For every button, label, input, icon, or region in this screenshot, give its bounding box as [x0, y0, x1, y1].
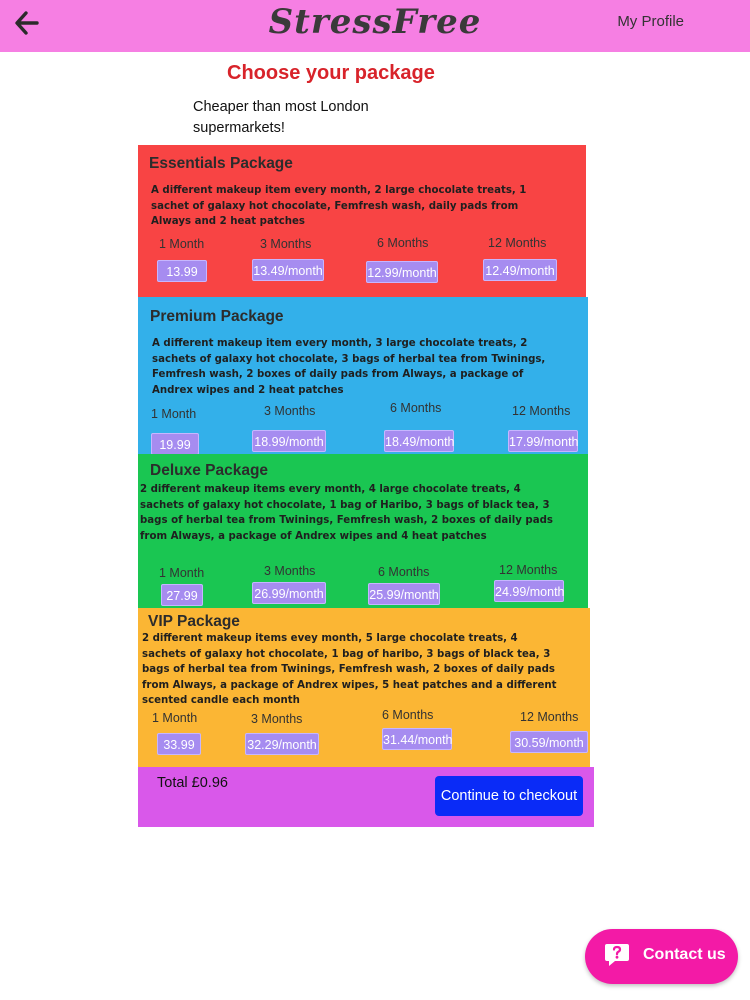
package-premium	[138, 297, 588, 454]
page-subtitle: Cheaper than most London supermarkets!	[193, 99, 369, 136]
duration-label-3-months: 3 Months	[260, 237, 312, 251]
duration-label-12-months: 12 Months	[520, 710, 579, 724]
page-title: Choose your package	[227, 62, 435, 84]
price-option-6-months[interactable]: 12.99/month	[366, 261, 438, 283]
duration-label-6-months: 6 Months	[378, 565, 430, 579]
duration-label-1-month: 1 Month	[152, 711, 198, 725]
package-description: 2 different makeup items every month, 4 large chocolate treats, 4 sachets of galaxy hot chocolate, 1 bag of Haribo, 3 bags of black tea, 3 bags of herbal tea from Twinings, Femfresh wash, 2 boxes of daily pads from Always, a package of Andrex wipes and 4 heat patches	[140, 484, 553, 542]
duration-label-6-months: 6 Months	[390, 401, 442, 415]
price-option-1-month[interactable]: 33.99	[157, 733, 201, 755]
package-description: A different makeup item every month, 3 large chocolate treats, 2 sachets of galaxy hot chocolate, 3 bags of herbal tea from Twinings, Femfresh wash, 2 boxes of daily pads from Always, a package of Andrex wipes and 2 heat patches	[152, 338, 546, 396]
price-option-3-months[interactable]: 18.99/month	[252, 430, 326, 452]
continue-to-checkout-button[interactable]: Continue to checkout	[435, 776, 583, 816]
chat-question-icon	[603, 941, 631, 969]
package-vip	[138, 608, 590, 767]
duration-label-12-months: 12 Months	[512, 404, 571, 418]
price-option-12-months[interactable]: 17.99/month	[508, 430, 578, 452]
price-option-3-months[interactable]: 32.29/month	[245, 733, 319, 755]
contact-us-label: Contact us	[643, 946, 726, 963]
price-option-12-months[interactable]: 12.49/month	[483, 259, 557, 281]
checkout-bar	[138, 767, 594, 827]
duration-label-3-months: 3 Months	[264, 564, 316, 578]
price-option-6-months[interactable]: 18.49/month	[384, 430, 454, 452]
order-total: Total £0.96	[157, 775, 228, 791]
my-profile-link[interactable]: My Profile	[617, 13, 684, 30]
price-option-3-months[interactable]: 26.99/month	[252, 582, 326, 604]
price-option-6-months[interactable]: 25.99/month	[368, 583, 440, 605]
price-option-1-month[interactable]: 27.99	[161, 584, 203, 606]
duration-label-1-month: 1 Month	[159, 237, 205, 251]
duration-label-3-months: 3 Months	[251, 712, 303, 726]
duration-label-1-month: 1 Month	[159, 566, 205, 580]
package-essentials	[138, 145, 586, 297]
duration-label-3-months: 3 Months	[264, 404, 316, 418]
package-title: Essentials Package	[149, 155, 293, 172]
price-option-6-months[interactable]: 31.44/month	[382, 728, 452, 750]
duration-label-1-month: 1 Month	[151, 407, 197, 421]
package-description: 2 different makeup items evey month, 5 large chocolate treats, 4 sachets of galaxy hot chocolate, 1 bag of haribo, 3 bags of black tea, 3 bags of herbal tea from Twinings, Femfresh wash, 2 boxes of daily pads from Always, a package of Andrex wipes, 5 heat patches and a different scented candle each month	[142, 633, 557, 707]
package-description: A different makeup item every month, 2 large chocolate treats, 1 sachet of galaxy hot chocolate, Femfresh wash, daily pads from Always and 2 heat patches	[151, 185, 527, 228]
price-option-3-months[interactable]: 13.49/month	[252, 259, 324, 281]
price-option-12-months[interactable]: 30.59/month	[510, 731, 588, 753]
contact-us-button[interactable]	[585, 929, 738, 984]
top-bar	[0, 0, 750, 52]
brand-logo: StressFree	[268, 2, 482, 42]
duration-label-6-months: 6 Months	[382, 708, 434, 722]
package-deluxe	[138, 454, 588, 608]
duration-label-12-months: 12 Months	[488, 236, 547, 250]
price-option-1-month[interactable]: 19.99	[151, 433, 199, 455]
package-title: Deluxe Package	[150, 462, 269, 479]
package-title: Premium Package	[150, 308, 284, 325]
package-title: VIP Package	[148, 613, 240, 630]
price-option-12-months[interactable]: 24.99/month	[494, 580, 564, 602]
duration-label-12-months: 12 Months	[499, 563, 558, 577]
price-option-1-month[interactable]: 13.99	[157, 260, 207, 282]
duration-label-6-months: 6 Months	[377, 236, 429, 250]
